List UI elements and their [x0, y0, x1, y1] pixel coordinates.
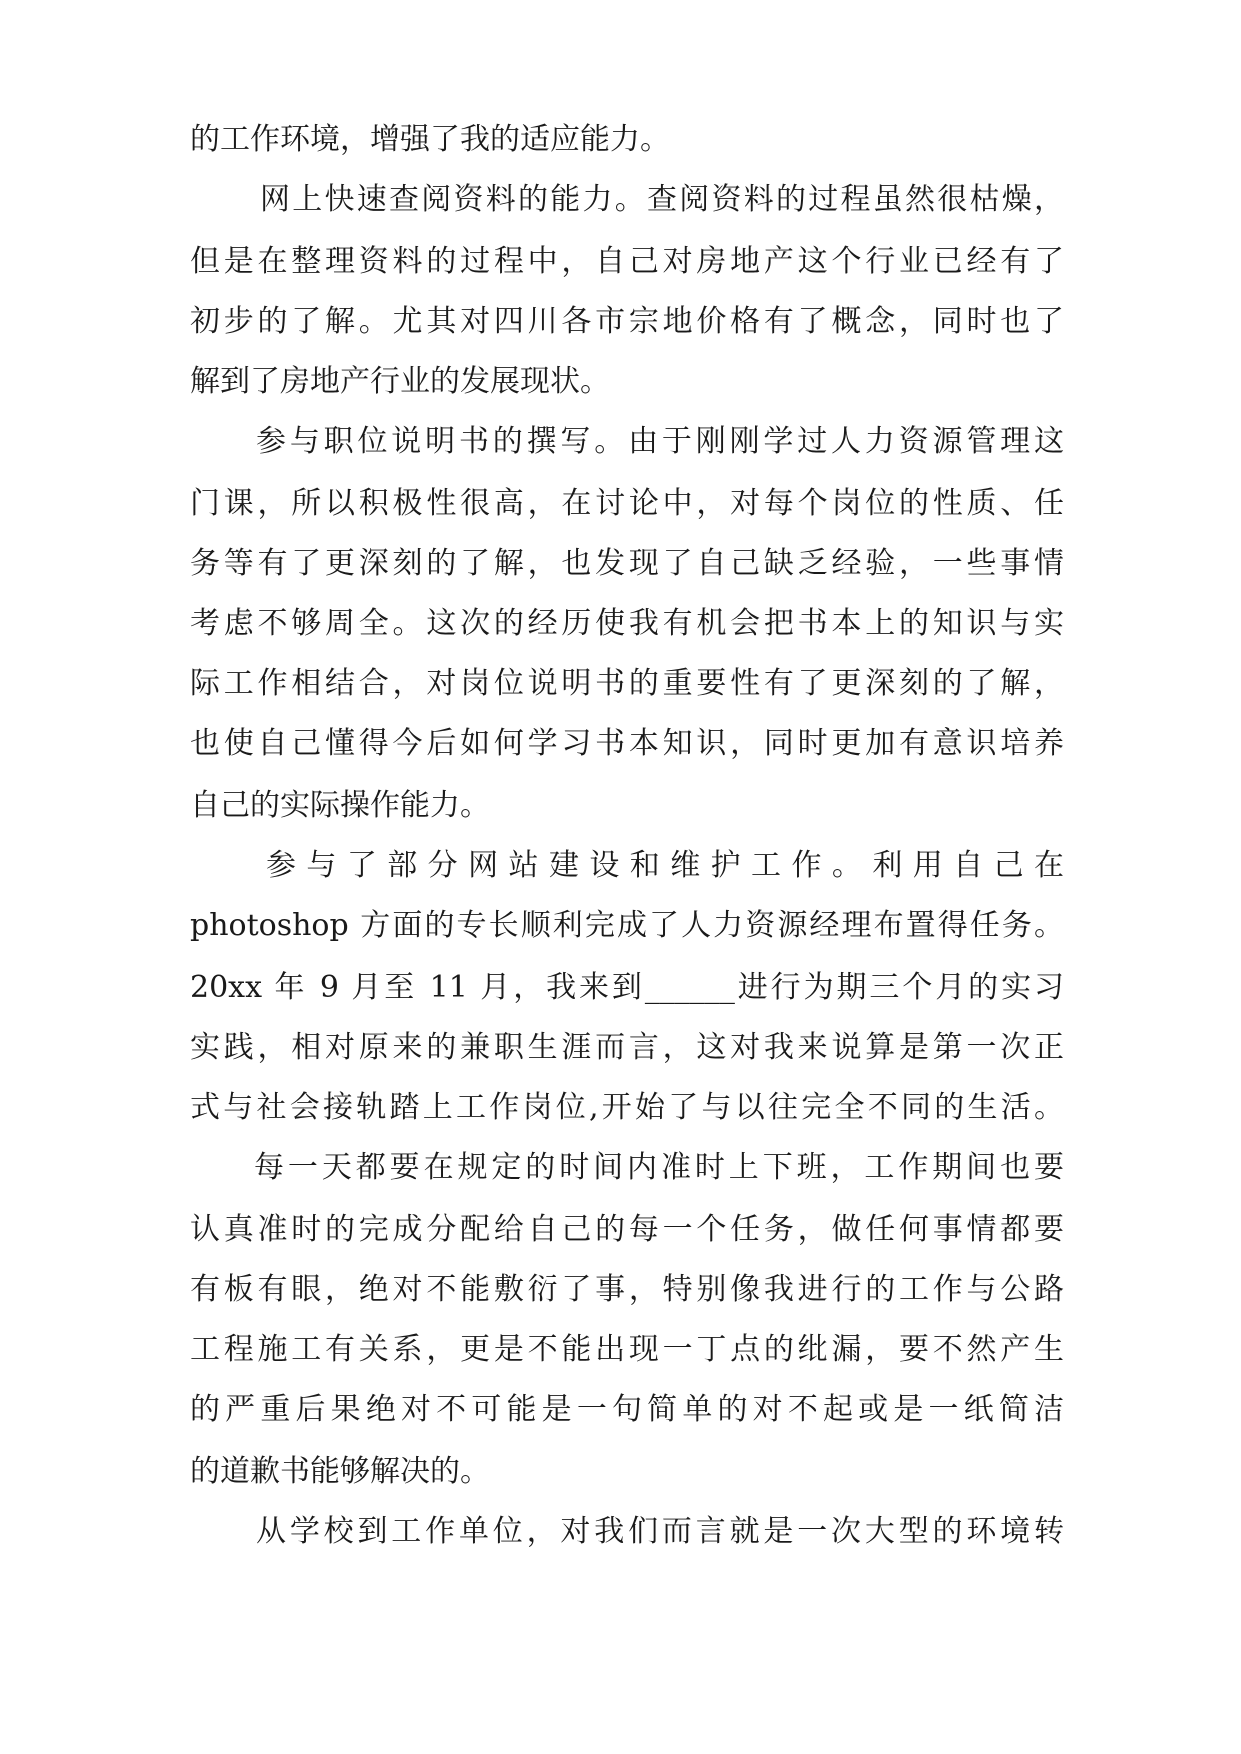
text-line: 式与社会接轨踏上工作岗位,开始了与以往完全不同的生活。 [190, 1090, 1064, 1125]
text-line: 的道歉书能够解决的。 [190, 1454, 490, 1489]
text-line: 有板有眼，绝对不能敷衍了事，特别像我进行的工作与公路 [190, 1272, 1064, 1307]
text-line: 的严重后果绝对不可能是一句简单的对不起或是一纸简洁 [190, 1392, 1064, 1427]
text-line: 际工作相结合，对岗位说明书的重要性有了更深刻的了解， [190, 666, 1064, 701]
text-line: 参与了部分网站建设和维护工作。利用自己在 [266, 848, 1064, 883]
text-line: 认真准时的完成分配给自己的每一个任务，做任何事情都要 [190, 1212, 1064, 1247]
text-line: 解到了房地产行业的发展现状。 [190, 364, 610, 399]
text-line: 但是在整理资料的过程中，自己对房地产这个行业已经有了 [190, 244, 1064, 279]
text-line: 网上快速查阅资料的能力。查阅资料的过程虽然很枯燥， [260, 182, 1064, 217]
text-line: 也使自己懂得今后如何学习书本知识，同时更加有意识培养 [190, 726, 1064, 761]
text-line: 的工作环境，增强了我的适应能力。 [190, 122, 670, 157]
text-line: 考虑不够周全。这次的经历使我有机会把书本上的知识与实 [190, 606, 1064, 641]
text-line: 实践，相对原来的兼职生涯而言，这对我来说算是第一次正 [190, 1030, 1064, 1065]
text-line: 参与职位说明书的撰写。由于刚刚学过人力资源管理这 [256, 424, 1064, 459]
text-line: photoshop 方面的专长顺利完成了人力资源经理布置得任务。 [190, 908, 1064, 943]
text-line: 初步的了解。尤其对四川各市宗地价格有了概念，同时也了 [190, 304, 1064, 339]
text-line: 自己的实际操作能力。 [190, 788, 490, 823]
text-line: 每一天都要在规定的时间内准时上下班，工作期间也要 [254, 1150, 1064, 1185]
text-line: 门课，所以积极性很高，在讨论中，对每个岗位的性质、任 [190, 486, 1064, 521]
text-line: 工程施工有关系，更是不能出现一丁点的纰漏，要不然产生 [190, 1332, 1064, 1367]
text-line: 从学校到工作单位，对我们而言就是一次大型的环境转 [256, 1514, 1064, 1549]
text-line: 务等有了更深刻的了解，也发现了自己缺乏经验，一些事情 [190, 546, 1064, 581]
text-line: 20xx 年 9 月至 11 月，我来到______进行为期三个月的实习 [190, 970, 1064, 1005]
